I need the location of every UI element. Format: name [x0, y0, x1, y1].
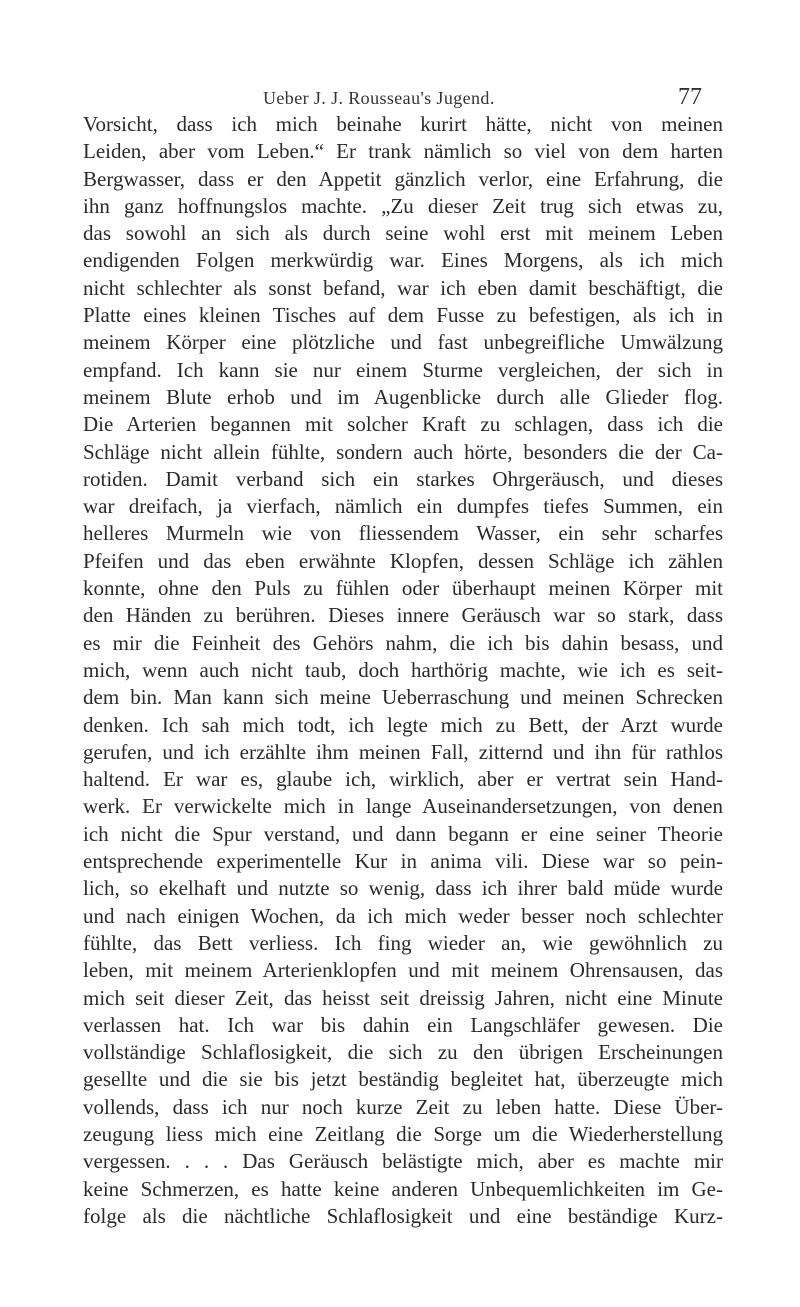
page-number: 77 [678, 84, 702, 110]
text-line: gerufen, und ich erzählte ihm meinen Fall, zitternd und ihn für rathlos [83, 739, 723, 764]
text-line: Die Arterien begannen mit solcher Kraft zu schlagen, dass ich die [83, 412, 723, 437]
text-line: vollständige Schlaflosigkeit, die sich zu den übrigen Erscheinungen [83, 1040, 723, 1065]
text-line: nicht schlechter als sonst befand, war ich eben damit beschäftigt, die [83, 275, 723, 300]
text-line: keine Schmerzen, es hatte keine anderen Unbequemlichkeiten im Ge- [83, 1176, 723, 1201]
text-line: Pfeifen und das eben erwähnte Klopfen, dessen Schläge ich zählen [83, 548, 723, 573]
text-line: entsprechende experimentelle Kur in anima vili. Diese war so pein- [83, 849, 723, 874]
text-line: mich, wenn auch nicht taub, doch harthörig machte, wie ich es seit- [83, 657, 723, 682]
text-line: das sowohl an sich als durch seine wohl erst mit meinem Leben [83, 221, 723, 246]
text-line: lich, so ekelhaft und nutzte so wenig, dass ich ihrer bald müde wurde [83, 876, 723, 901]
text-line: meinem Blute erhob und im Augenblicke durch alle Glieder flog. [83, 384, 723, 409]
text-line: Platte eines kleinen Tisches auf dem Fusse zu befestigen, als ich in [83, 303, 723, 328]
text-line: war dreifach, ja vierfach, nämlich ein dumpfes tiefes Summen, ein [83, 494, 723, 519]
text-line: Vorsicht, dass ich mich beinahe kurirt hätte, nicht von meinen [83, 112, 723, 136]
text-line: den Händen zu berühren. Dieses innere Geräusch war so stark, dass [83, 603, 723, 628]
text-line: verlassen hat. Ich war bis dahin ein Langschläfer gewesen. Die [83, 1012, 723, 1037]
text-line: Leiden, aber vom Leben.“ Er trank nämlich so viel von dem harten [83, 139, 723, 164]
text-line: zeugung liess mich eine Zeitlang die Sorge um die Wiederherstellung [83, 1121, 723, 1146]
body-text [83, 111, 723, 1230]
text-line: ihn ganz hoffnungslos machte. „Zu dieser Zeit trug sich etwas zu, [83, 193, 723, 218]
text-line: leben, mit meinem Arterienklopfen und mit meinem Ohrensausen, das [83, 958, 723, 983]
text-line: konnte, ohne den Puls zu fühlen oder überhaupt meinen Körper mit [83, 576, 723, 601]
text-line: vollends, dass ich nur noch kurze Zeit zu leben hatte. Diese Über- [83, 1094, 723, 1119]
text-line: Bergwasser, dass er den Appetit gänzlich verlor, eine Erfahrung, die [83, 166, 723, 191]
text-line: Schläge nicht allein fühlte, sondern auch hörte, besonders die der Ca- [83, 439, 723, 464]
text-line: empfand. Ich kann sie nur einem Sturme vergleichen, der sich in [83, 357, 723, 382]
text-line: fühlte, das Bett verliess. Ich fing wieder an, wie gewöhnlich zu [83, 930, 723, 955]
text-line: dem bin. Man kann sich meine Ueberraschung und meinen Schrecken [83, 685, 723, 710]
text-line: meinem Körper eine plötzliche und fast unbegreifliche Umwälzung [83, 330, 723, 355]
text-line: gesellte und die sie bis jetzt beständig begleitet hat, überzeugte mich [83, 1067, 723, 1092]
text-line: helleres Murmeln wie von fliessendem Wasser, ein sehr scharfes [83, 521, 723, 546]
text-line: haltend. Er war es, glaube ich, wirklich, aber er vertrat sein Hand- [83, 767, 723, 792]
text-line: folge als die nächtliche Schlaflosigkeit und eine beständige Kurz- [83, 1203, 723, 1228]
text-line: endigenden Folgen merkwürdig war. Eines Morgens, als ich mich [83, 248, 723, 273]
running-head: Ueber J. J. Rousseau's Jugend. [263, 88, 495, 108]
text-line: vergessen. . . . Das Geräusch belästigte mich, aber es machte mir [83, 1149, 723, 1174]
text-line: rotiden. Damit verband sich ein starkes Ohrgeräusch, und dieses [83, 466, 723, 491]
text-line: werk. Er verwickelte mich in lange Auseinandersetzungen, von denen [83, 794, 723, 819]
text-line: ich nicht die Spur verstand, und dann begann er eine seiner Theorie [83, 821, 723, 846]
text-line: und nach einigen Wochen, da ich mich weder besser noch schlechter [83, 903, 723, 928]
text-line: denken. Ich sah mich todt, ich legte mich zu Bett, der Arzt wurde [83, 712, 723, 737]
text-line: mich seit dieser Zeit, das heisst seit dreissig Jahren, nicht eine Minute [83, 985, 723, 1010]
text-line: es mir die Feinheit des Gehörs nahm, die ich bis dahin besass, und [83, 630, 723, 655]
